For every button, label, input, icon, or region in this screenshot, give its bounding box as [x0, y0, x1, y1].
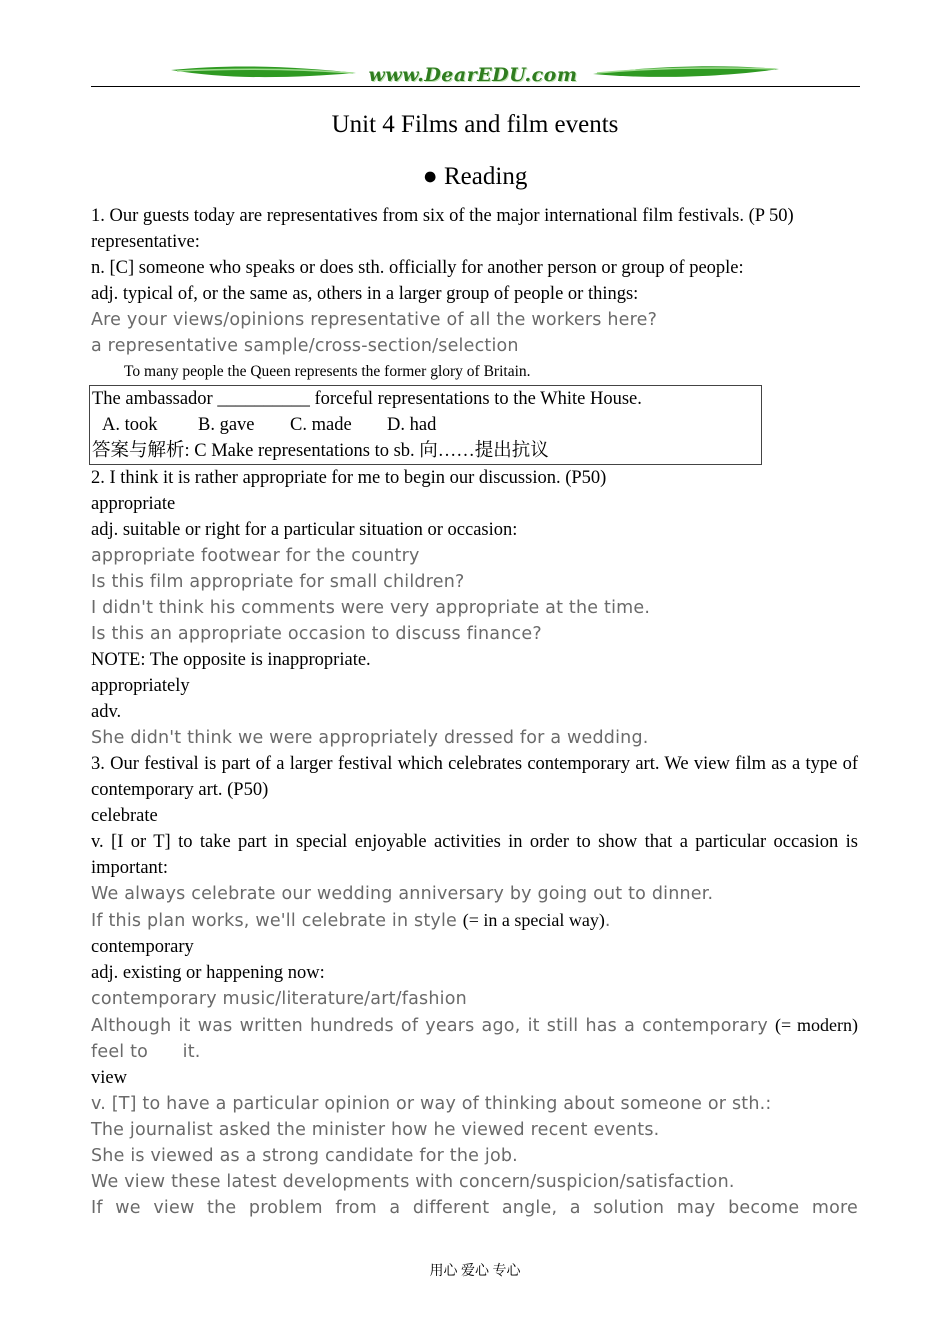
- item2-definition: adj. suitable or right for a particular situation or occasion:: [91, 520, 518, 540]
- item2-note: NOTE: The opposite is inappropriate.: [91, 650, 371, 670]
- item2-question: 2. I think it is rather appropriate for me to begin our discussion. (P50): [91, 468, 607, 488]
- exercise-options: [92, 412, 761, 438]
- item3-definition: v. [I or T] to take part in special enjoyable activities in order to show that a particular occasion is important:: [91, 832, 858, 878]
- item2-example: I didn't think his comments were very appropriate at the time.: [91, 598, 651, 618]
- item1-noun-definition: n. [C] someone who speaks or does sth. officially for another person or group of people:: [91, 258, 744, 278]
- item3-word2: contemporary: [91, 937, 194, 957]
- item2-example: She didn't think we were appropriately dressed for a wedding.: [91, 728, 649, 748]
- item1-word: representative:: [91, 232, 200, 252]
- page-footer: 用心 爱心 专心: [429, 1264, 521, 1279]
- item3-definition2: adj. existing or happening now:: [91, 963, 325, 983]
- item3-question: 3. Our festival is part of a larger festival which celebrates contemporary art. We view film as a type of contemporary art. (P50): [91, 754, 858, 800]
- item3-definition3: v. [T] to have a particular opinion or way of thinking about someone or sth.:: [91, 1094, 772, 1114]
- page-title: Unit 4 Films and film events: [331, 111, 619, 138]
- item1-example: Are your views/opinions representative of all the workers here?: [91, 310, 658, 330]
- exercise-question: The ambassador __________ forceful representations to the White House.: [92, 389, 642, 409]
- item3-example: She is viewed as a strong candidate for the job.: [91, 1146, 518, 1166]
- item2-pos: adv.: [91, 702, 122, 722]
- item3-example: The journalist asked the minister how he viewed recent events.: [91, 1120, 660, 1140]
- option-b: B. gave: [198, 415, 255, 435]
- item2-example: Is this an appropriate occasion to discuss finance?: [91, 624, 542, 644]
- item1-example: a representative sample/cross-section/selection: [91, 336, 519, 356]
- page-header: [91, 62, 860, 90]
- item1-question: 1. Our guests today are representatives from six of the major international film festivals. (P 50): [91, 206, 794, 226]
- item1-example: To many people the Queen represents the former glory of Britain.: [124, 363, 531, 380]
- item2-example: Is this film appropriate for small children?: [91, 572, 465, 592]
- option-c: C. made: [290, 415, 352, 435]
- item3-example: contemporary music/literature/art/fashion: [91, 989, 467, 1009]
- header-rule: [91, 86, 860, 87]
- item3-example: We always celebrate our wedding anniversary by going out to dinner.: [91, 884, 714, 904]
- item3-example: If we view the problem from a different angle, a solution may become more: [91, 1198, 858, 1218]
- option-a: A. took: [102, 415, 158, 435]
- item3-example: If this plan works, we'll celebrate in style (= in a special way).: [91, 910, 611, 931]
- document-body: [91, 203, 858, 1221]
- exercise-answer: 答案与解析: C Make representations to sb. 向……提出抗议: [92, 441, 549, 461]
- site-logo[interactable]: www.DearEDU.com: [368, 64, 578, 86]
- section-heading: ● Reading: [422, 163, 528, 190]
- item3-example: We view these latest developments with concern/suspicion/satisfaction.: [91, 1172, 735, 1192]
- item1-adj-definition: adj. typical of, or the same as, others in a larger group of people or things:: [91, 284, 639, 304]
- item3-word3: view: [91, 1068, 127, 1088]
- item3-example: Although it was written hundreds of years ago, it still has a contemporary (= modern) feel to it.: [91, 1015, 858, 1062]
- item2-word2: appropriately: [91, 676, 190, 696]
- item3-word: celebrate: [91, 806, 158, 826]
- item2-example: appropriate footwear for the country: [91, 546, 420, 566]
- option-d: D. had: [387, 415, 437, 435]
- exercise-box: [89, 385, 762, 465]
- item2-word: appropriate: [91, 494, 176, 514]
